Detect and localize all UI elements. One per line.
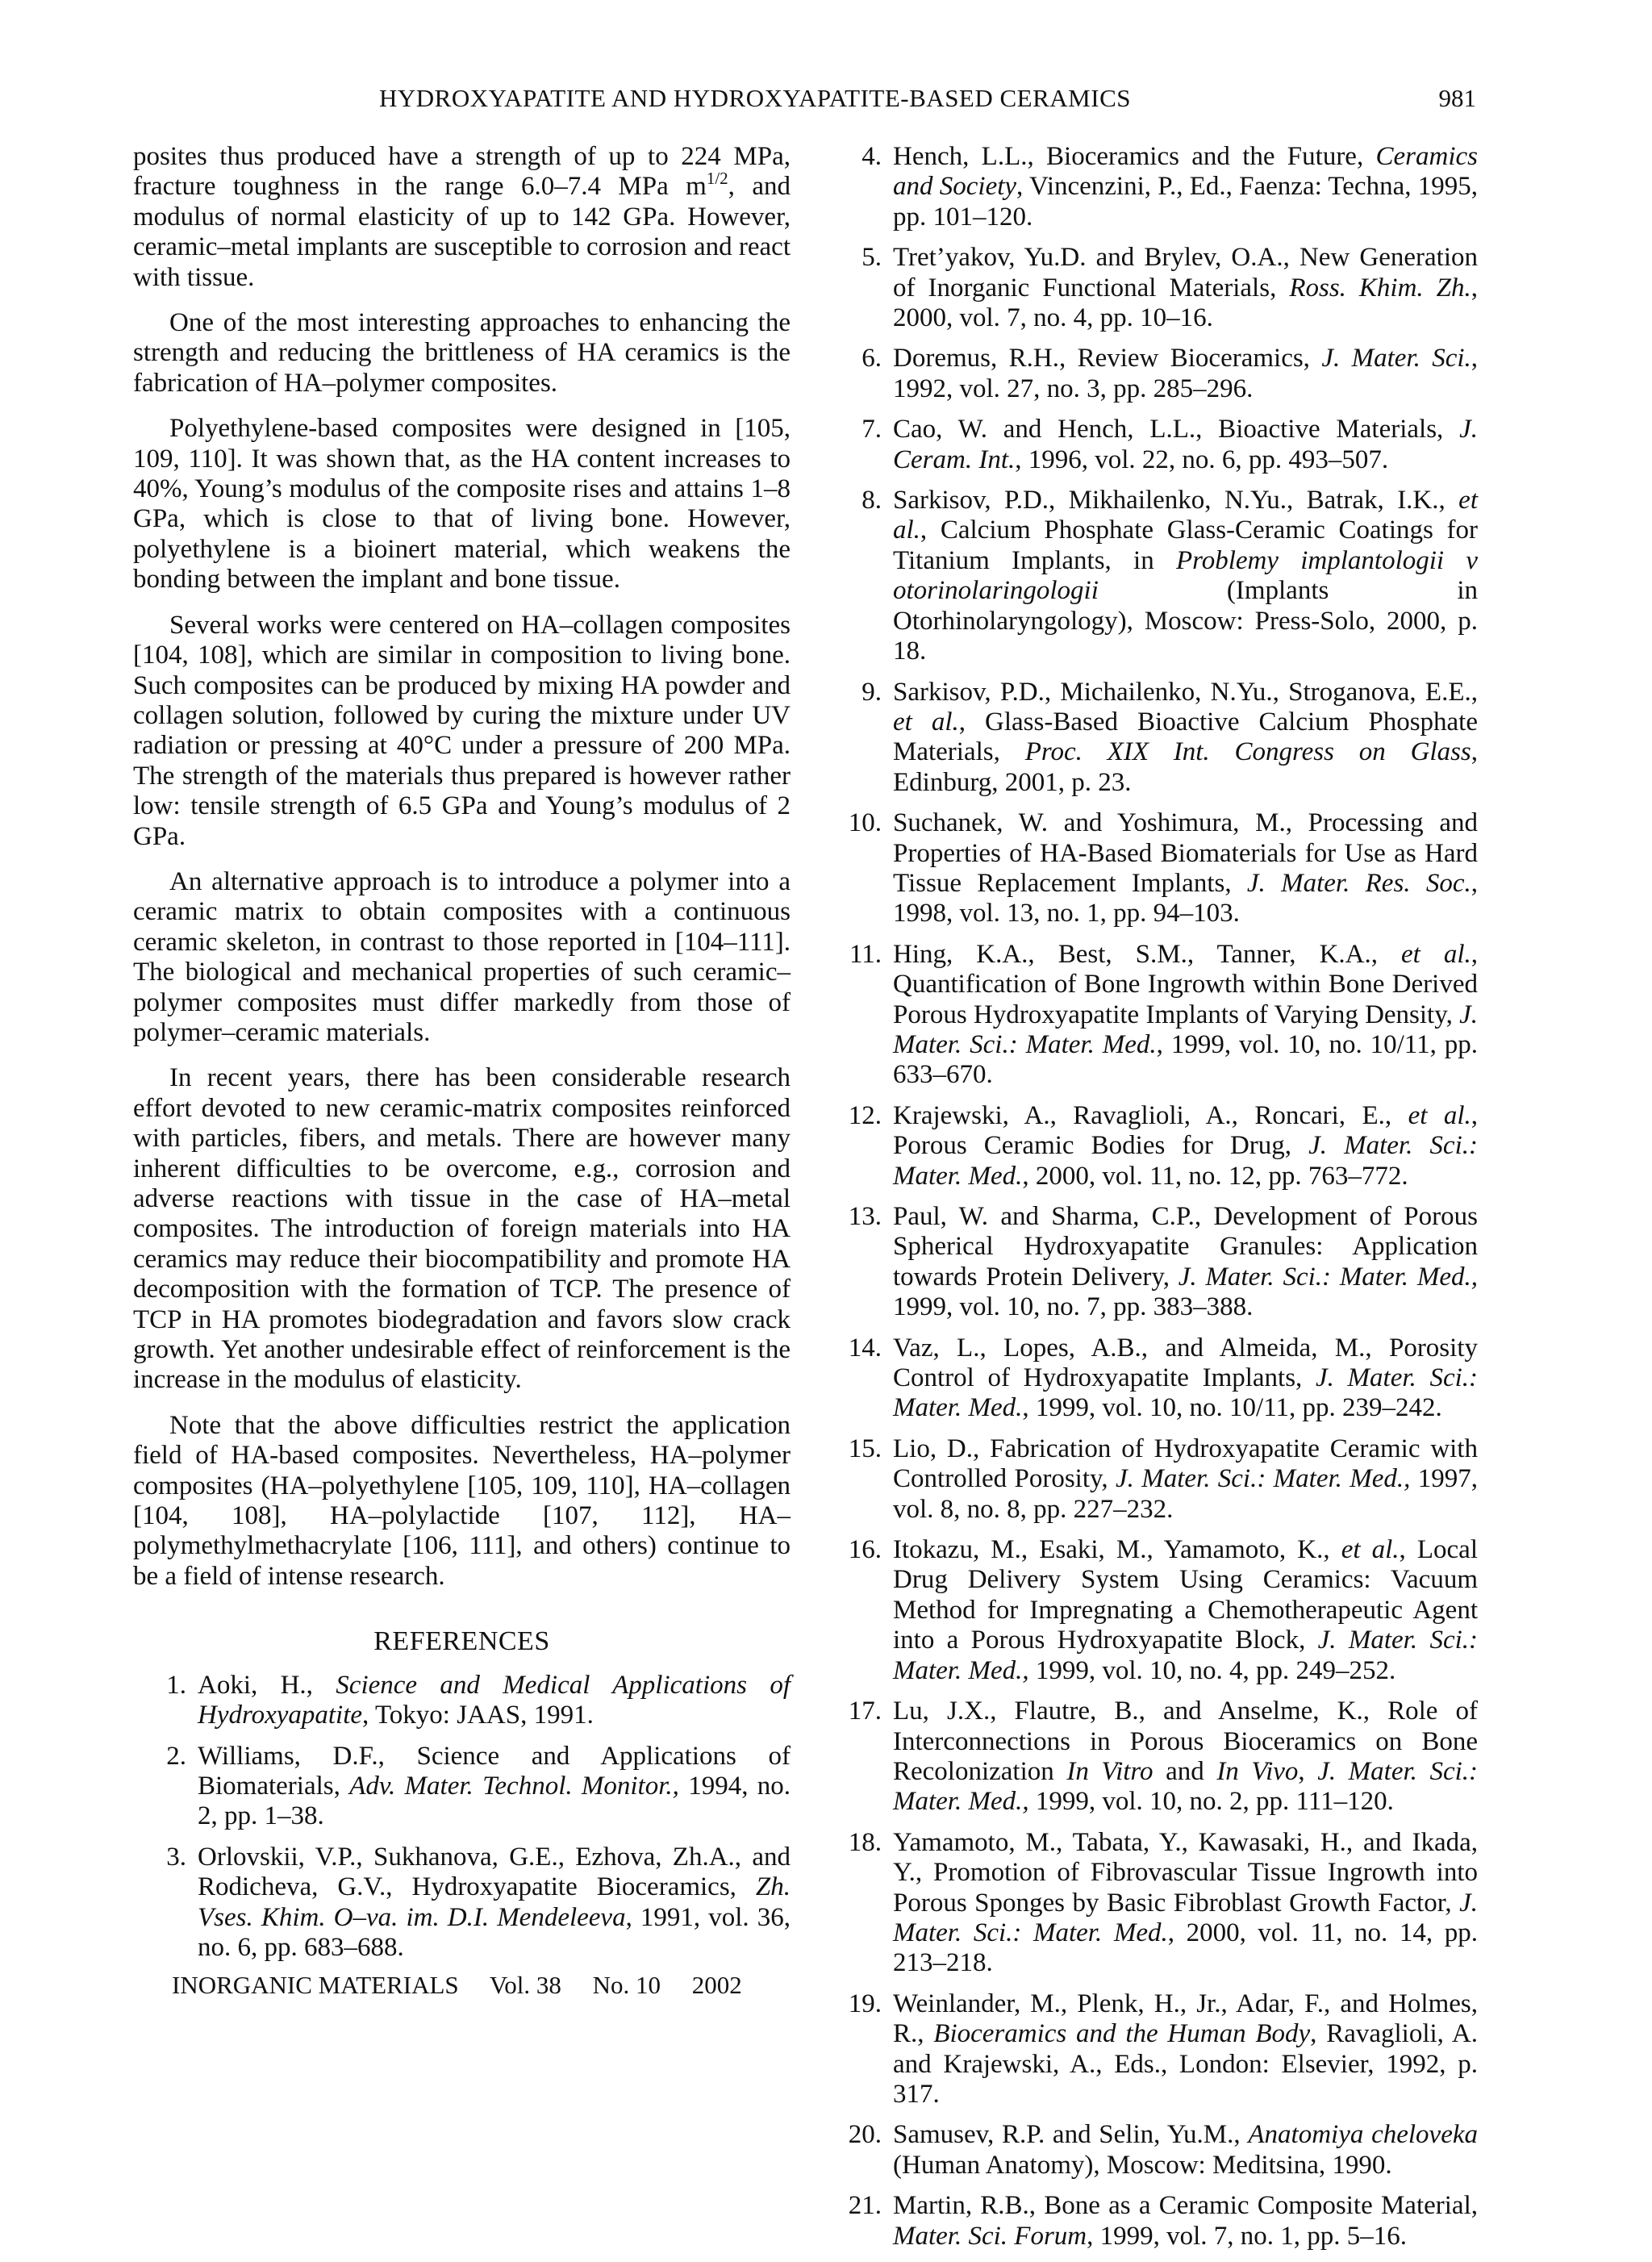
reference-item: 17. Lu, J.X., Flautre, B., and Anselme, K., Role of Interconnections in Porous Bioceramics on Bone Recolonization In Vitro and In Vivo, J. Mater. Sci.: Mater. Med., 1999, vol. 10, no. 2, pp. 111–120. bbox=[848, 1696, 1479, 1817]
page-header bbox=[379, 84, 1476, 123]
journal-year: 2002 bbox=[691, 1971, 742, 1999]
reference-item: 1. Aoki, H., Science and Medical Applications of Hydroxyapatite, Tokyo: JAAS, 1991. bbox=[166, 1670, 791, 1730]
reference-item: 9. Sarkisov, P.D., Michailenko, N.Yu., Stroganova, E.E., et al., Glass-Based Bioactive Calcium Phosphate Materials, Proc. XIX Int. Congress on Glass, Edinburg, 2001, p. 23. bbox=[861, 677, 1479, 797]
reference-item: 4. Hench, L.L., Bioceramics and the Future, Ceramics and Society, Vincenzini, P., Ed., Faenza: Techna, 1995, pp. 101–120. bbox=[861, 142, 1478, 232]
reference-item: 18. Yamamoto, M., Tabata, Y., Kawasaki, H., and Ikada, Y., Promotion of Fibrovascular Tissue Ingrowth into Porous Sponges by Basic Fibroblast Growth Factor, J. Mater. Sci.: Mater. Med., 2000, vol. 11, no. 14, pp. 213–218. bbox=[848, 1827, 1478, 1978]
body-paragraph: In recent years, there has been considerable research effort devoted to new ceramic-matrix composites reinforced with particles, fibers, and metals. There are however many inherent difficulties to be overcome, e.g., corrosion and adverse reactions with tissue in the case of HA–metal composites. The introduction of foreign materials into HA ceramics may reduce their biocompatibility and promote HA decomposition with the formation of TCP. The presence of TCP in HA promotes biodegradation and favors slow crack growth. Yet another undesirable effect of reinforcement is the increase in the modulus of elasticity. bbox=[133, 1063, 791, 1395]
reference-item: 8. Sarkisov, P.D., Mikhailenko, N.Yu., Batrak, I.K., et al., Calcium Phosphate Glass-Ceramic Coatings for Titanium Implants, in Problemy implantologii v otorinolaringologii (Implants in Otorhinolaryngology), Moscow: Press-Solo, 2000, p. 18. bbox=[861, 486, 1478, 666]
reference-item: 15. Lio, D., Fabrication of Hydroxyapatite Ceramic with Controlled Porosity, J. Mater. Sci.: Mater. Med., 1997, vol. 8, no. 8, pp. 227–232. bbox=[848, 1434, 1478, 1524]
left-column bbox=[133, 142, 791, 1973]
journal-issue: No. 10 bbox=[592, 1971, 661, 1999]
body-paragraph: Several works were centered on HA–collagen composites [104, 108], which are similar in composition to living bone. Such composites can be produced by mixing HA powder and collagen solution, followed by curing the mixture under UV radiation or pressing at 40°C under a pressure of 200 MPa. The strength of the materials thus prepared is however rather low: tensile strength of 6.5 GPa and Young’s modulus of 2 GPa. bbox=[133, 610, 791, 851]
body-paragraph: posites thus produced have a strength of up to 224 MPa, fracture toughness in the range 6.0–7.4 MPa $m^{1/2}$, and modulus of normal elasticity of up to 142 GPa. However, ceramic–metal implants are susceptible to corrosion and react with tissue. bbox=[133, 142, 791, 292]
superscript: 1/2 bbox=[706, 169, 728, 189]
reference-item: 2. Williams, D.F., Science and Applications of Biomaterials, Adv. Mater. Technol. Monitor., 1994, no. 2, pp. 1–38. bbox=[166, 1741, 791, 1831]
reference-item: 7. Cao, W. and Hench, L.L., Bioactive Materials, J. Ceram. Int., 1996, vol. 22, no. 6, pp. 493–507. bbox=[861, 415, 1478, 474]
body-paragraph: Polyethylene-based composites were designed in [105, 109, 110]. It was shown that, as the HA content increases to 40%, Young’s modulus of the composite rises and attains 1–8 GPa, which is close to that of living bone. However, polyethylene is a bioinert material, which weakens the bonding between the implant and bone tissue. bbox=[133, 414, 791, 595]
reference-item: 19. Weinlander, M., Plenk, H., Jr., Adar, F., and Holmes, R., Bioceramics and the Human Body, Ravaglioli, A. and Krajewski, A., Eds., London: Elsevier, 1992, p. 317. bbox=[848, 1989, 1478, 2109]
reference-item: 12. Krajewski, A., Ravaglioli, A., Roncari, E., et al., Porous Ceramic Bodies for Drug, J. Mater. Sci.: Mater. Med., 2000, vol. 11, no. 12, pp. 763–772. bbox=[848, 1100, 1479, 1191]
reference-item: 21. Martin, R.B., Bone as a Ceramic Composite Material, Mater. Sci. Forum, 1999, vol. 7, no. 1, pp. 5–16. bbox=[848, 2191, 1478, 2251]
reference-item: 6. Doremus, R.H., Review Bioceramics, J. Mater. Sci., 1992, vol. 27, no. 3, pp. 285–296. bbox=[861, 344, 1479, 403]
journal-footer bbox=[172, 1971, 742, 2000]
journal-name: INORGANIC MATERIALS bbox=[172, 1971, 459, 1999]
reference-item: 10. Suchanek, W. and Yoshimura, M., Processing and Properties of HA-Based Biomaterials for Use as Hard Tissue Replacement Implants, J. Mater. Res. Soc., 1998, vol. 13, no. 1, pp. 94–103. bbox=[848, 808, 1479, 929]
body-paragraph: One of the most interesting approaches to enhancing the strength and reducing the brittleness of HA ceramics is the fabrication of HA–polymer composites. bbox=[133, 308, 791, 398]
right-column bbox=[828, 142, 1478, 2262]
journal-volume: Vol. 38 bbox=[489, 1971, 561, 1999]
body-paragraph: An alternative approach is to introduce a polymer into a ceramic matrix to obtain composites with a continuous ceramic skeleton, in contrast to those reported in [104–111]. The biological and mechanical properties of such ceramic–polymer composites must differ markedly from those of polymer–ceramic materials. bbox=[133, 866, 791, 1047]
body-paragraph: Note that the above difficulties restrict the application field of HA-based composites. Nevertheless, HA–polymer composites (HA–polyethylene [105, 109, 110], HA–collagen [104, 108], HA–polylactide [107, 112], HA–polymethylmethacrylate [106, 111], and others) continue to be a field of intense research. bbox=[133, 1410, 791, 1591]
reference-item: 3. Orlovskii, V.P., Sukhanova, G.E., Ezhova, Zh.A., and Rodicheva, G.V., Hydroxyapatite Bioceramics, Zh. Vses. Khim. O–va. im. D.I. Mendeleeva, 1991, vol. 36, no. 6, pp. 683–688. bbox=[166, 1842, 791, 1962]
page-number: 981 bbox=[1438, 84, 1476, 112]
references-heading: REFERENCES bbox=[373, 1626, 550, 1657]
reference-item: 20. Samusev, R.P. and Selin, Yu.M., Anatomiya cheloveka (Human Anatomy), Moscow: Meditsina, 1990. bbox=[848, 2120, 1478, 2180]
running-title: HYDROXYAPATITE AND HYDROXYAPATITE-BASED CERAMICS bbox=[379, 84, 1131, 112]
reference-item: 14. Vaz, L., Lopes, A.B., and Almeida, M., Porosity Control of Hydroxyapatite Implants, J. Mater. Sci.: Mater. Med., 1999, vol. 10, no. 10/11, pp. 239–242. bbox=[848, 1333, 1478, 1423]
reference-item: 5. Tret’yakov, Yu.D. and Brylev, O.A., New Generation of Inorganic Functional Materials, Ross. Khim. Zh., 2000, vol. 7, no. 4, pp. 10–16. bbox=[861, 243, 1478, 333]
reference-item: 11. Hing, K.A., Best, S.M., Tanner, K.A., et al., Quantification of Bone Ingrowth within Bone Derived Porous Hydroxyapatite Implants of Varying Density, J. Mater. Sci.: Mater. Med., 1999, vol. 10, no. 10/11, pp. 633–670. bbox=[849, 939, 1478, 1090]
reference-item: 13. Paul, W. and Sharma, C.P., Development of Porous Spherical Hydroxyapatite Granules: Application towards Protein Delivery, J. Mater. Sci.: Mater. Med., 1999, vol. 10, no. 7, pp. 383–388. bbox=[848, 1202, 1478, 1322]
reference-item: 16. Itokazu, M., Esaki, M., Yamamoto, K., et al., Local Drug Delivery System Using Ceramics: Vacuum Method for Impregnating a Chemotherapeutic Agent into a Porous Hydroxyapatite Block, J. Mater. Sci.: Mater. Med., 1999, vol. 10, no. 4, pp. 249–252. bbox=[848, 1535, 1478, 1685]
